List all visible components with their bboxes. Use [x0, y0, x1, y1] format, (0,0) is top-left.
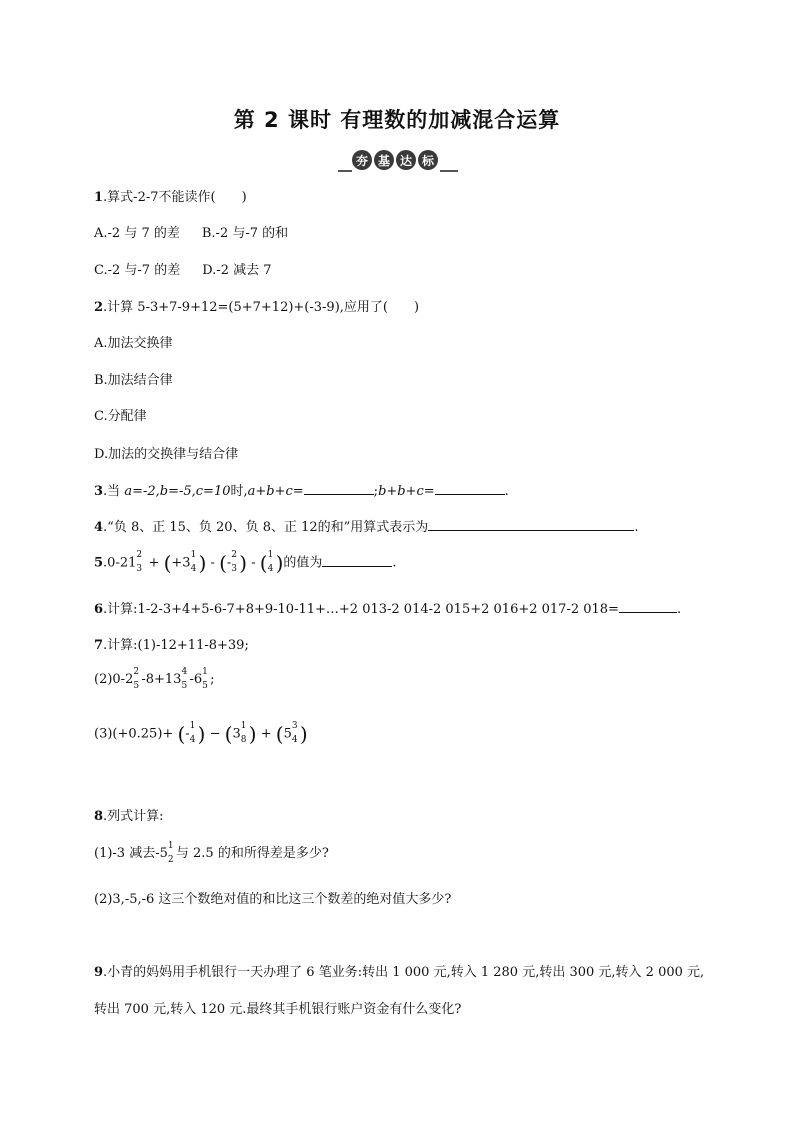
fraction-denominator: 3 — [231, 564, 238, 574]
option-c: C.分配律 — [94, 409, 147, 424]
answer-blank[interactable] — [619, 600, 677, 613]
answer-blank[interactable] — [322, 554, 392, 567]
fraction — [291, 721, 300, 745]
question-1-options-cd — [94, 259, 272, 278]
fraction — [133, 666, 141, 691]
paren-close: ) — [248, 722, 257, 746]
math-operator: - — [210, 555, 215, 571]
fraction-numerator: 2 — [136, 550, 143, 560]
paren-close: ) — [299, 722, 308, 746]
question-number: 2 — [94, 300, 104, 315]
question-8 — [94, 805, 164, 824]
paren-close: ) — [197, 722, 206, 746]
option-d: D.加法的交换律与结合律 — [94, 447, 239, 462]
banner-char: 标 — [418, 150, 438, 170]
question-text: 与 2.5 的和所得差是多少? — [175, 846, 329, 861]
fraction-numerator: 1 — [190, 550, 197, 560]
fraction-numerator: 1 — [167, 840, 174, 851]
fraction-denominator: 4 — [190, 564, 197, 574]
question-7-part-3 — [94, 722, 308, 746]
fraction — [202, 666, 210, 691]
fraction-numerator: 1 — [202, 666, 208, 677]
banner-char: 达 — [396, 150, 416, 170]
question-4 — [94, 516, 638, 535]
question-number: 8 — [94, 809, 104, 824]
math-text: 5 — [283, 726, 292, 742]
option-b: B.-2 与-7 的和 — [201, 226, 289, 241]
paren-close: ) — [198, 551, 207, 575]
period: . — [676, 602, 682, 617]
question-text: 的值为 — [283, 555, 323, 571]
fraction — [190, 550, 199, 574]
question-9-line-2: 转出 700 元,转入 120 元.最终其手机银行账户资金有什么变化? — [94, 1002, 462, 1017]
question-text: .计算:1-2-3+4+5-6-7+8+9-10-11+…+2 013-2 014-2 015+2 016+2 017-2 018= — [103, 602, 619, 617]
fraction-denominator: 4 — [267, 564, 274, 574]
fraction-numerator: 1 — [240, 721, 247, 731]
math-text: 3 — [232, 726, 241, 742]
question-number: 9 — [94, 965, 104, 980]
math-operator: + — [260, 726, 272, 742]
period: . — [504, 484, 509, 499]
fraction-numerator: 1 — [267, 550, 274, 560]
question-text: .当 — [103, 484, 121, 499]
question-number: 3 — [94, 484, 104, 499]
question-text: .算式-2-7不能读作( ) — [103, 190, 247, 205]
banner-char: 夯 — [352, 150, 372, 170]
paren-open: ( — [224, 722, 233, 746]
math-operator: + — [148, 555, 160, 571]
question-5: 5.0-21 2 3 + (+3 1 4 ) - (- 2 3 ) - ( 1 4 )的值为 . — [94, 550, 397, 575]
math-text: (2)0-2 — [94, 672, 134, 687]
fraction-denominator: 4 — [189, 735, 196, 745]
fraction-numerator: 1 — [189, 721, 196, 731]
question-number: 6 — [94, 602, 104, 617]
fraction-denominator: 5 — [133, 680, 140, 691]
separator: ; — [373, 484, 379, 499]
question-9-line-1 — [94, 961, 704, 980]
answer-blank[interactable] — [304, 482, 374, 495]
fraction-denominator: 3 — [136, 564, 143, 574]
question-7-part-2 — [94, 666, 215, 691]
question-text: .计算 5-3+7-9+12=(5+7+12)+(-3-9),应用了( ) — [103, 300, 420, 315]
option-a: A.加法交换律 — [94, 336, 173, 351]
paren-open: ( — [163, 551, 172, 575]
question-text: .“负 8、正 15、负 20、负 8、正 12的和”用算式表示为 — [103, 520, 429, 535]
fraction-denominator: 5 — [202, 680, 208, 691]
math-expression: a=-2,b=-5,c=10 — [124, 484, 231, 499]
fraction-numerator: 2 — [231, 550, 238, 560]
fraction-numerator: 2 — [133, 666, 140, 677]
banner-char: 基 — [374, 150, 394, 170]
question-text: .列式计算: — [103, 809, 164, 824]
math-text: ; — [210, 672, 215, 687]
fraction — [181, 666, 189, 691]
math-operator: - — [251, 555, 256, 571]
fraction — [267, 550, 276, 574]
paren-open: ( — [177, 722, 186, 746]
fraction-denominator: 2 — [167, 854, 174, 865]
math-text: - — [185, 726, 190, 742]
question-number: 4 — [94, 520, 104, 535]
fraction-denominator: 5 — [181, 680, 188, 691]
question-text: .小青的妈妈用手机银行一天办理了 6 笔业务:转出 1 000 元,转入 1 280 元,转出 300 元,转入 2 000 元, — [103, 965, 705, 980]
paren-close: ) — [275, 551, 284, 575]
section-banner — [338, 150, 458, 172]
question-1-options-ab — [94, 222, 288, 241]
question-6 — [94, 598, 681, 617]
question-number: 7 — [94, 638, 104, 653]
question-text: .计算:(1)-12+11-8+39; — [103, 638, 249, 653]
answer-blank[interactable] — [428, 518, 634, 531]
paren-open: ( — [219, 551, 227, 575]
option-d: D.-2 减去 7 — [202, 263, 272, 278]
banner-line-right — [440, 170, 458, 172]
fraction — [231, 550, 239, 574]
math-text: -8+13 — [141, 672, 182, 687]
fraction — [240, 721, 249, 745]
question-3 — [94, 480, 509, 499]
option-c: C.-2 与-7 的差 — [94, 263, 181, 278]
period: . — [392, 555, 397, 571]
fraction — [167, 840, 176, 865]
math-expression: a+b+c= — [247, 484, 304, 499]
paren-close: ) — [239, 551, 248, 575]
question-7 — [94, 634, 249, 653]
fraction-denominator: 4 — [291, 735, 298, 745]
fraction — [189, 721, 198, 745]
fraction — [136, 550, 144, 574]
math-operator: − — [209, 726, 221, 742]
question-number: 1 — [94, 190, 104, 205]
question-8-part-1 — [94, 840, 329, 865]
fraction-denominator: 8 — [240, 735, 247, 745]
question-1-stem — [94, 186, 247, 205]
question-2-stem — [94, 296, 419, 315]
paren-open: ( — [275, 722, 284, 746]
fraction-numerator: 3 — [291, 721, 298, 731]
option-a: A.-2 与 7 的差 — [94, 226, 180, 241]
answer-blank[interactable] — [435, 482, 505, 495]
question-text: (1)-3 减去-5 — [94, 846, 168, 861]
fraction-numerator: 4 — [181, 666, 188, 677]
math-text: -6 — [189, 672, 203, 687]
math-text: +3 — [171, 555, 191, 571]
option-b: B.加法结合律 — [94, 373, 173, 388]
math-text: (3)(+0.25)+ — [94, 726, 174, 742]
banner-line-left — [338, 170, 352, 172]
question-8-part-2: (2)3,-5,-6 这三个数绝对值的和比这三个数差的绝对值大多少? — [94, 892, 452, 907]
math-expression: b+b+c= — [378, 484, 435, 499]
question-text: 时, — [230, 484, 248, 499]
period: . — [634, 520, 639, 535]
page-title: 第 2 课时 有理数的加减混合运算 — [233, 108, 561, 132]
paren-open: ( — [259, 551, 268, 575]
math-text: .0-21 — [103, 555, 137, 571]
question-number: 5 — [94, 555, 104, 571]
